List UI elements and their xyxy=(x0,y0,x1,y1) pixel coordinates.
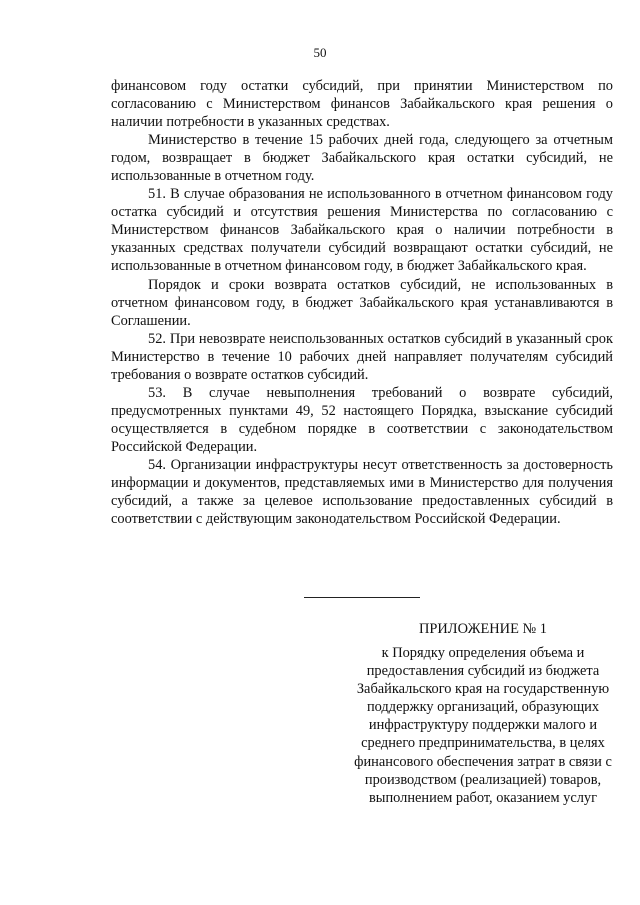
appendix-caption-line: предоставления субсидий из бюджета xyxy=(366,663,600,680)
appendix-title: ПРИЛОЖЕНИЕ № 1 xyxy=(419,621,547,637)
paragraph: Министерство в течение 15 рабочих дней года, следующего за отчетным годом, возвращает в бюджет Забайкальского края остатки субсидий, не использованные в отчетном году. xyxy=(111,132,613,185)
paragraph-item-54: 54. Организации инфраструктуры несут ответственность за достоверность информации и документов, представляемых ими в Министерство для получения субсидий, а также за целевое использование предоставленных субсидий в соответствии с действующим законодательством Российской Федерации. xyxy=(111,456,613,528)
section-divider xyxy=(304,597,420,598)
appendix-caption-line: инфраструктуру поддержки малого и xyxy=(368,717,598,734)
paragraph: финансовом году остатки субсидий, при принятии Министерством по согласованию с Министерством финансов Забайкальского края решения о наличии потребности в указанных средствах. xyxy=(111,78,613,131)
appendix-caption-line: финансового обеспечения затрат в связи с xyxy=(354,753,612,770)
appendix-caption-line: Забайкальского края на государственную xyxy=(356,681,610,698)
page-number: 50 xyxy=(313,45,327,60)
body-text xyxy=(111,77,613,528)
paragraph-item-53: 53. В случае невыполнения требований о возврате субсидий, предусмотренных пунктами 49, 52 настоящего Порядка, взыскание субсидий осуществляется в судебном порядке в соответствии с законодательством Российской Федерации. xyxy=(111,384,613,455)
paragraph: Порядок и сроки возврата остатков субсидий, не использованных в отчетном финансовом году, в бюджет Забайкальского края устанавливаются в Соглашении. xyxy=(111,276,613,329)
appendix-caption-line: выполнением работ, оказанием услуг xyxy=(368,789,598,806)
appendix-caption-line: поддержку организаций, образующих xyxy=(366,699,600,716)
paragraph-item-52: 52. При невозврате неиспользованных остатков субсидий в указанный срок Министерство в течение 10 рабочих дней направляет получателям субсидий требования о возврате остатков субсидий. xyxy=(111,330,613,383)
appendix-caption-line: среднего предпринимательства, в целях xyxy=(361,735,605,752)
appendix-caption-line: производством (реализацией) товаров, xyxy=(364,771,602,788)
appendix-caption xyxy=(333,644,633,807)
paragraph-item-51: 51. В случае образования не использованного в отчетном финансовом году остатка субсидий и отсутствия решения Министерства по согласованию с Министерством финансов Забайкальского края о наличии потребности в указанных средствах получатели субсидий возвращают остатки субсидий, не использованные в отчетном финансовом году, в бюджет Забайкальского края. xyxy=(111,186,613,275)
appendix-caption-line: к Порядку определения объема и xyxy=(381,645,585,661)
